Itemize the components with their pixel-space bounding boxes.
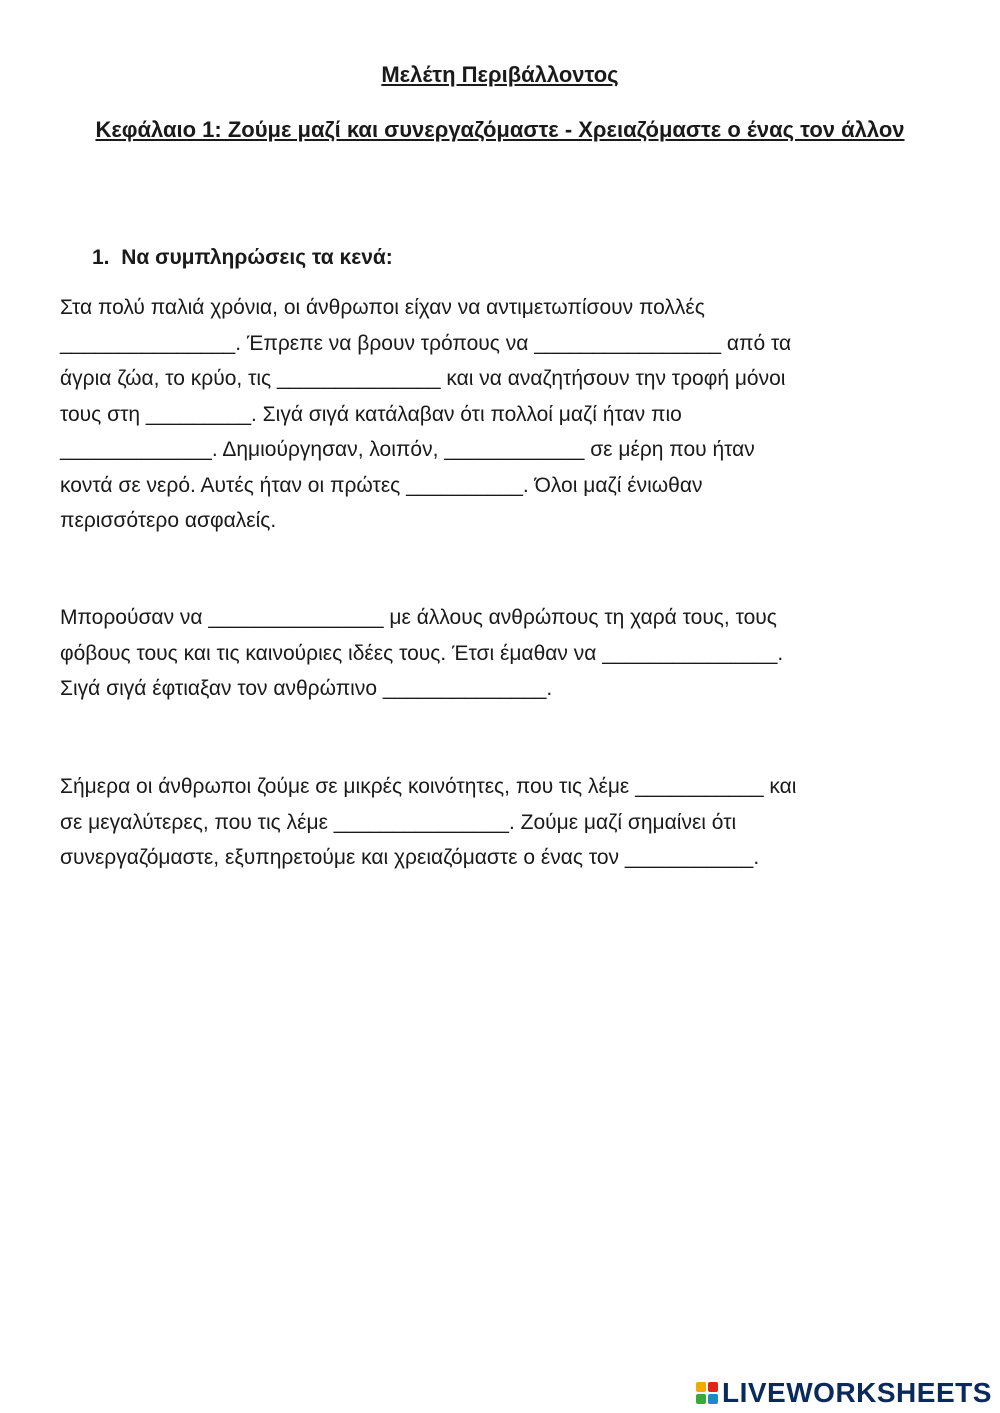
paragraph-line: _______________. Έπρεπε να βρουν τρόπους να ________________ από τα (60, 331, 792, 355)
logo-text: LIVEWORKSHEETS (722, 1377, 992, 1408)
exercise-number: 1. (92, 246, 110, 269)
chapter-title: Κεφάλαιο 1: Ζούμε μαζί και συνεργαζόμαστε - Χρειαζόμαστε ο ένας τον άλλον (95, 117, 905, 142)
paragraph-line: Σήμερα οι άνθρωποι ζούμε σε μικρές κοινότητες, που τις λέμε ___________ και (60, 775, 797, 798)
logo-mark-icon (696, 1382, 718, 1404)
paragraph-line: περισσότερο ασφαλείς. (60, 509, 277, 532)
paragraph-line: συνεργαζόμαστε, εξυπηρετούμε και χρειαζόμαστε ο ένας τον ___________. (60, 846, 760, 869)
paragraph-sharing (60, 600, 945, 707)
paragraph-line: σε μεγαλύτερες, που τις λέμε _______________. Ζούμε μαζί σημαίνει ότι (60, 810, 737, 834)
liveworksheets-logo (696, 1375, 992, 1411)
exercise-heading (92, 246, 393, 270)
paragraph-line: Σιγά σιγά έφτιαξαν τον ανθρώπινο ______________. (60, 677, 553, 700)
paragraph-line: φόβους τους και τις καινούριες ιδέες τους. Έτσι έμαθαν να _______________. (60, 641, 784, 665)
paragraph-line: άγρια ζώα, το κρύο, τις ______________ και να αναζητήσουν την τροφή μόνοι (60, 367, 786, 390)
exercise-instruction: Να συμπληρώσεις τα κενά: (121, 246, 393, 269)
paragraph-line: τους στη _________. Σιγά σιγά κατάλαβαν ότι πολλοί μαζί ήταν πιο (60, 402, 682, 426)
paragraph-line: _____________. Δημιούργησαν, λοιπόν, ____________ σε μέρη που ήταν (60, 438, 755, 461)
paragraph-ancient-times (60, 290, 945, 539)
paragraph-line: Μπορούσαν να _______________ με άλλους ανθρώπους τη χαρά τους, τους (60, 606, 777, 629)
paragraph-line: Στα πολύ παλιά χρόνια, οι άνθρωποι είχαν να αντιμετωπίσουν πολλές (60, 296, 705, 319)
paragraph-today (60, 769, 945, 876)
worksheet-subject-title: Μελέτη Περιβάλλοντος (381, 62, 619, 87)
paragraph-line: κοντά σε νερό. Αυτές ήταν οι πρώτες __________. Όλοι μαζί ένιωθαν (60, 473, 703, 497)
